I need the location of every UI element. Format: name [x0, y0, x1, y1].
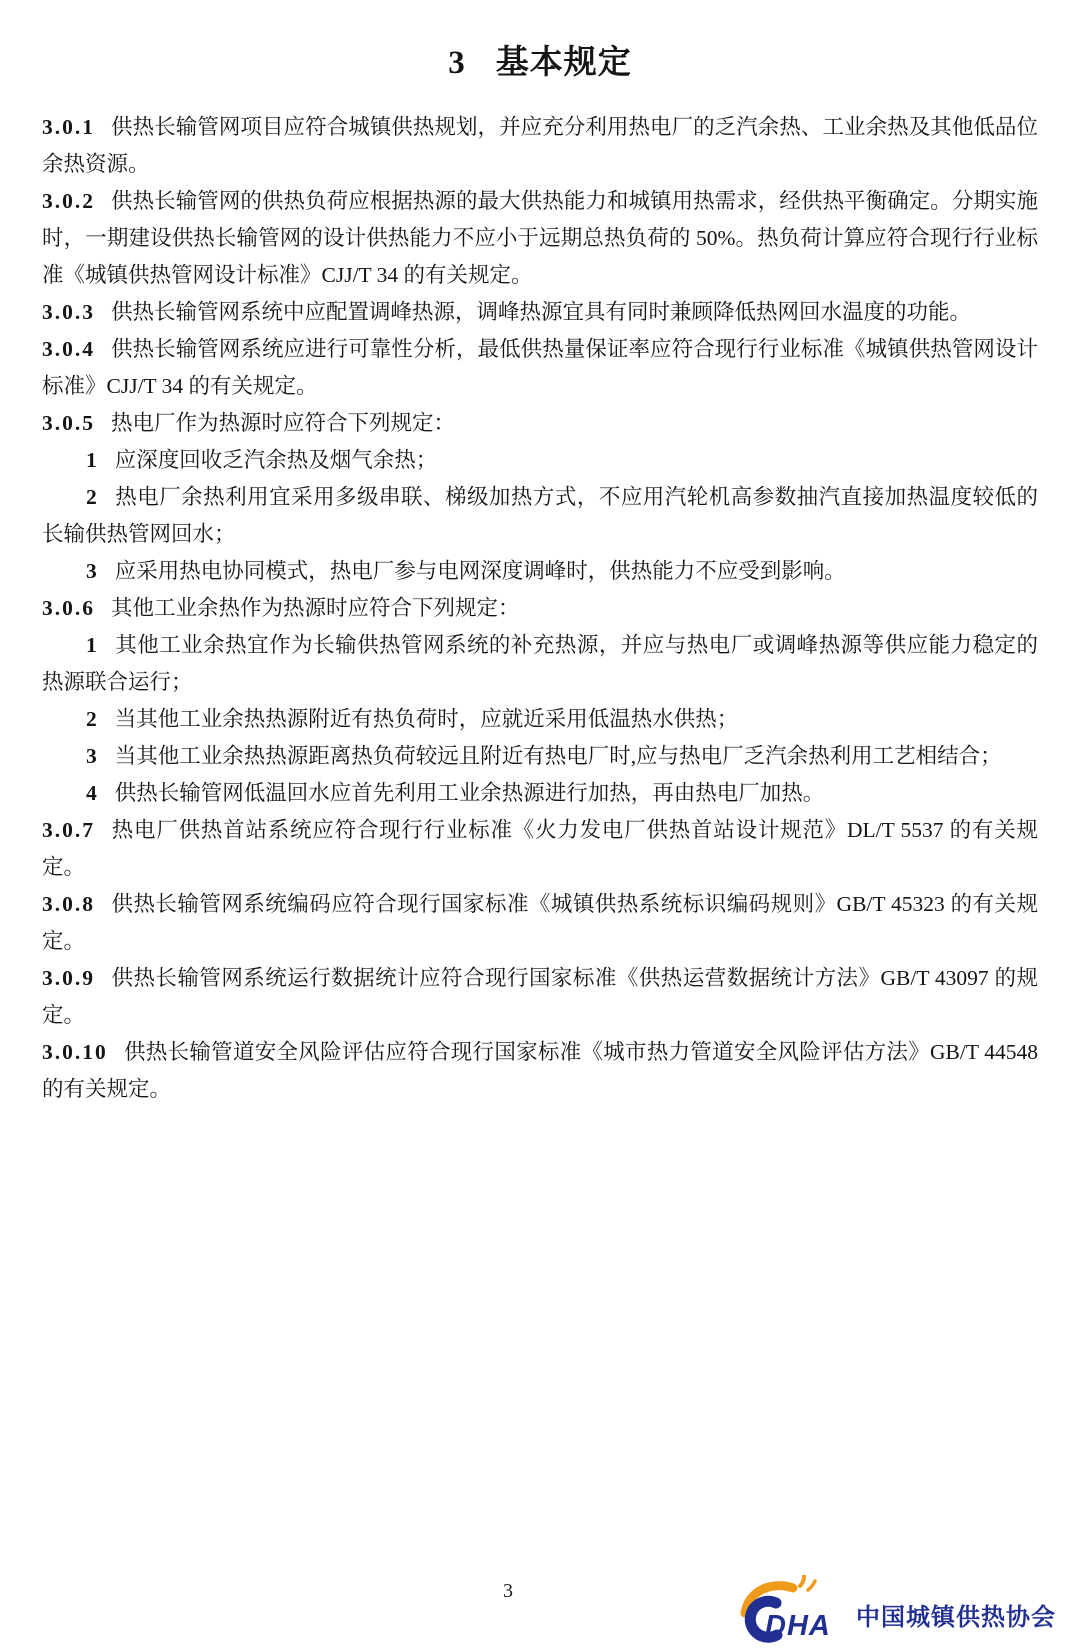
clause-text: 供热长输管网系统运行数据统计应符合现行国家标准《供热运营数据统计方法》GB/T 43097 的规定。 — [42, 966, 1038, 1027]
item-number: 1 — [86, 448, 97, 472]
clause-number: 3.0.5 — [42, 411, 95, 435]
clause-number: 3.0.1 — [42, 115, 95, 139]
clause-3-0-5 — [42, 405, 1038, 442]
item-text: 当其他工业余热热源距离热负荷较远且附近有热电厂时,应与热电厂乏汽余热利用工艺相结合； — [114, 744, 1002, 768]
clause-list — [42, 109, 1038, 1108]
clause-3-0-6-item-1 — [42, 627, 1038, 701]
clause-number: 3.0.8 — [42, 892, 95, 916]
clause-3-0-1 — [42, 109, 1038, 183]
item-number: 3 — [86, 559, 97, 583]
item-number: 2 — [86, 485, 97, 509]
clause-3-0-6-item-2 — [42, 701, 1038, 738]
clause-number: 3.0.3 — [42, 300, 95, 324]
item-text: 应深度回收乏汽余热及烟气余热； — [114, 448, 438, 472]
clause-3-0-5-item-3 — [42, 553, 1038, 590]
clause-3-0-6 — [42, 590, 1038, 627]
clause-number: 3.0.10 — [42, 1040, 108, 1064]
clause-text: 供热长输管道安全风险评估应符合现行国家标准《城市热力管道安全风险评估方法》GB/T 44548 的有关规定。 — [42, 1040, 1038, 1101]
clause-text: 热电厂作为热源时应符合下列规定： — [111, 411, 456, 435]
clause-3-0-2 — [42, 183, 1038, 294]
item-number: 4 — [86, 781, 97, 805]
item-text: 应采用热电协同模式，热电厂参与电网深度调峰时，供热能力不应受到影响。 — [114, 559, 846, 583]
clause-3-0-3 — [42, 294, 1038, 331]
dha-logo-mark-icon — [738, 1575, 850, 1647]
clause-number: 3.0.6 — [42, 596, 95, 620]
item-text: 当其他工业余热热源附近有热负荷时，应就近采用低温热水供热； — [114, 707, 739, 731]
logo-orange-tick-2 — [808, 1581, 815, 1590]
clause-3-0-6-item-4 — [42, 775, 1038, 812]
item-text: 其他工业余热宜作为长输供热管网系统的补充热源，并应与热电厂或调峰热源等供应能力稳定的热源联合运行； — [42, 633, 1038, 694]
chapter-number: 3 — [448, 45, 466, 81]
item-number: 3 — [86, 744, 97, 768]
page-number: 3 — [503, 1580, 513, 1602]
item-number: 1 — [86, 633, 97, 657]
clause-text: 供热长输管网系统中应配置调峰热源，调峰热源宜具有同时兼顾降低热网回水温度的功能。 — [111, 300, 972, 324]
clause-3-0-4 — [42, 331, 1038, 405]
logo-orange-tick-1 — [800, 1576, 804, 1586]
clause-3-0-5-item-1 — [42, 442, 1038, 479]
clause-number: 3.0.4 — [42, 337, 95, 361]
clause-text: 供热长输管网的供热负荷应根据热源的最大供热能力和城镇用热需求，经供热平衡确定。分期实施时，一期建设供热长输管网的设计供热能力不应小于远期总热负荷的 50%。热负荷计算应符合现行行业标准《城镇供热管网设计标准》CJJ/T 34 的有关规定。 — [42, 189, 1038, 287]
clause-text: 热电厂供热首站系统应符合现行行业标准《火力发电厂供热首站设计规范》DL/T 5537 的有关规定。 — [42, 818, 1038, 879]
clause-3-0-10 — [42, 1034, 1038, 1108]
clause-text: 供热长输管网系统编码应符合现行国家标准《城镇供热系统标识编码规则》GB/T 45323 的有关规定。 — [42, 892, 1038, 953]
clause-3-0-7 — [42, 812, 1038, 886]
clause-3-0-9 — [42, 960, 1038, 1034]
clause-number: 3.0.7 — [42, 818, 95, 842]
clause-number: 3.0.9 — [42, 966, 95, 990]
page-title — [0, 36, 1080, 83]
clause-3-0-5-item-2 — [42, 479, 1038, 553]
chapter-title-text: 基本规定 — [495, 45, 632, 81]
association-name: 中国城镇供热协会 — [856, 1604, 1056, 1631]
clause-3-0-8 — [42, 886, 1038, 960]
item-number: 2 — [86, 707, 97, 731]
clause-number: 3.0.2 — [42, 189, 95, 213]
association-logo — [738, 1575, 1056, 1647]
clause-text: 其他工业余热作为热源时应符合下列规定： — [111, 596, 520, 620]
item-text: 热电厂余热利用宜采用多级串联、梯级加热方式，不应用汽轮机高参数抽汽直接加热温度较低的长输供热管网回水； — [42, 485, 1038, 546]
item-text: 供热长输管网低温回水应首先利用工业余热源进行加热，再由热电厂加热。 — [114, 781, 825, 805]
logo-acronym: DHA — [765, 1610, 831, 1642]
clause-text: 供热长输管网项目应符合城镇供热规划，并应充分利用热电厂的乏汽余热、工业余热及其他低品位余热资源。 — [42, 115, 1038, 176]
clause-text: 供热长输管网系统应进行可靠性分析，最低供热量保证率应符合现行行业标准《城镇供热管网设计标准》CJJ/T 34 的有关规定。 — [42, 337, 1038, 398]
document-page — [0, 36, 1080, 1651]
clause-3-0-6-item-3 — [42, 738, 1038, 775]
